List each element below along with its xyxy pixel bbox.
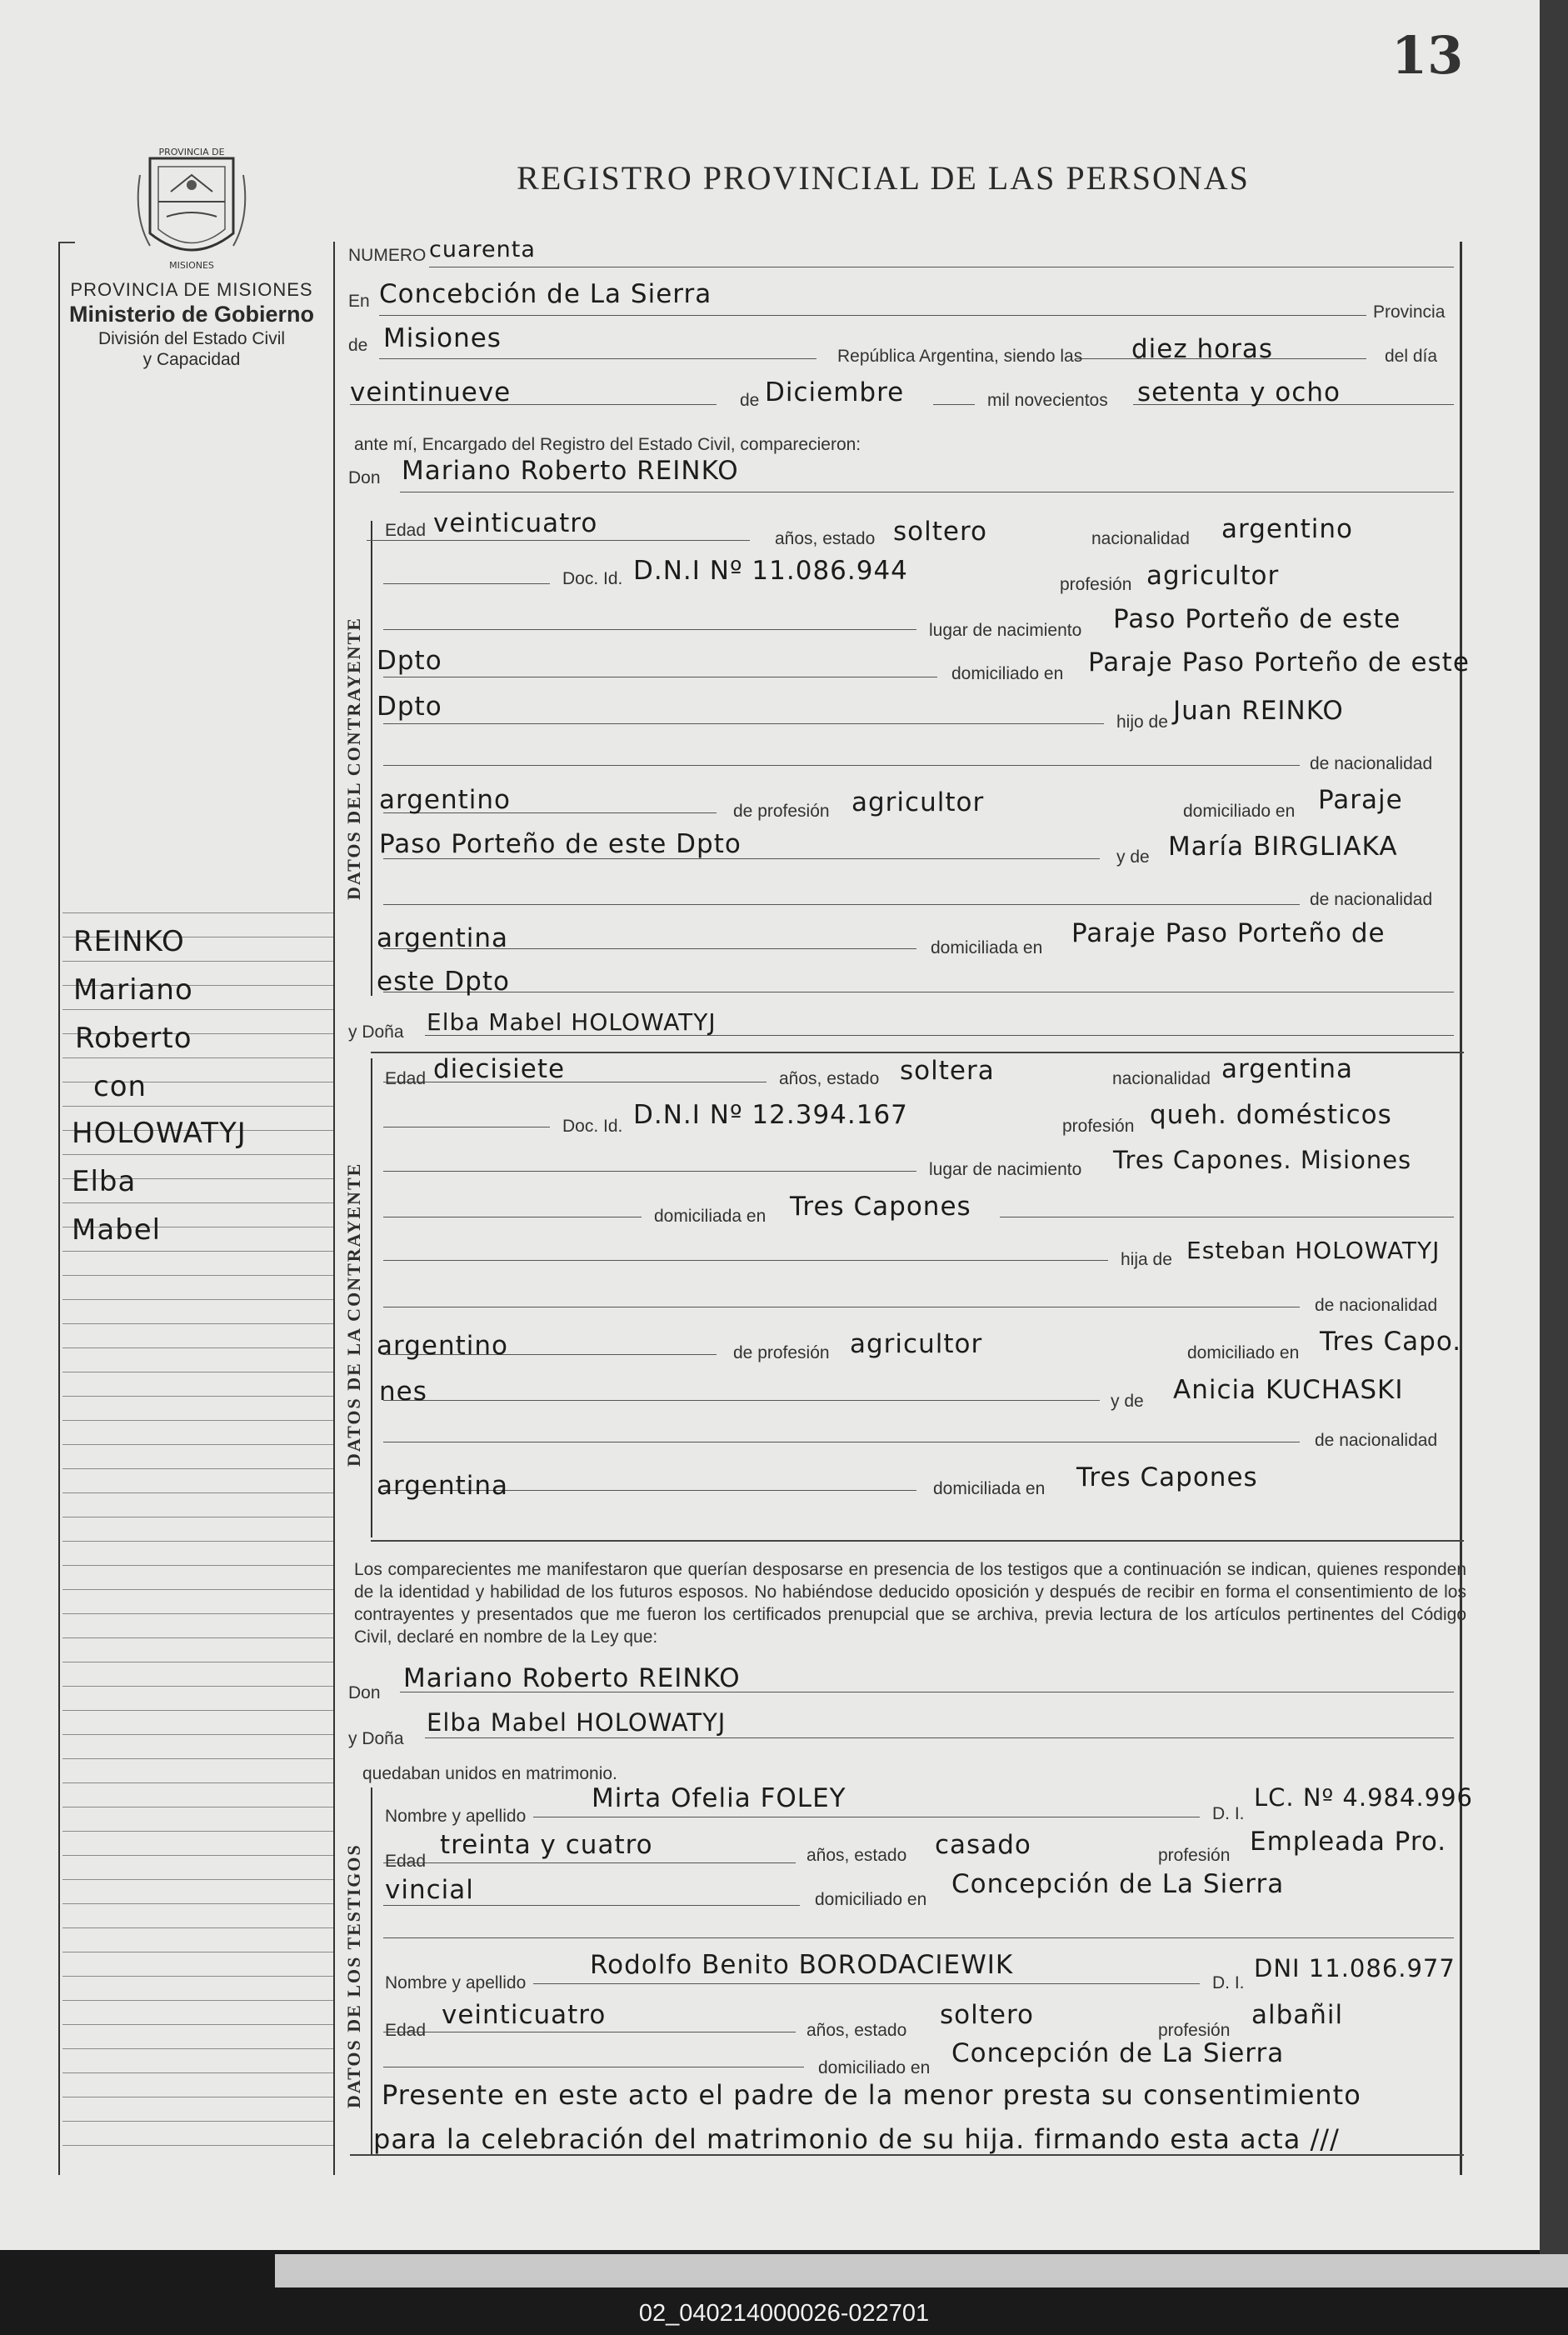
edad-label: Edad: [385, 1852, 427, 1871]
profesion-label: profesión: [1062, 1117, 1135, 1136]
contrayente-f-border: [371, 1058, 372, 1538]
lugar-nac-value: Tres Capones. Misiones: [1113, 1146, 1412, 1174]
margin-rule: [62, 2097, 333, 2098]
margin-rule: [62, 1879, 333, 1880]
contrayente-border: [371, 521, 372, 996]
ministry-division-2: y Capacidad: [142, 349, 241, 369]
don-value: Mariano Roberto REINKO: [402, 456, 739, 486]
ministry-province: PROVINCIA DE MISIONES: [70, 279, 313, 300]
de-label: de: [348, 336, 368, 355]
fill-line: [1000, 1217, 1454, 1218]
domicilio-value: Paraje Paso Porteño de este: [1088, 648, 1470, 678]
margin-rule: [62, 1517, 333, 1518]
profesion-value: queh. domésticos: [1150, 1100, 1392, 1130]
de-mes-label: de: [740, 391, 760, 410]
ministry-name: Ministerio de Gobierno: [68, 302, 315, 328]
image-caption: 02_040214000026-022701: [638, 2300, 930, 2327]
di-label: D. I.: [1212, 1804, 1245, 1823]
profesion-label: profesión: [1060, 575, 1132, 594]
y-de-label: y de: [1111, 1392, 1144, 1411]
page-edge: [275, 2254, 1568, 2288]
margin-right-border: [333, 242, 335, 2175]
margin-rule: [62, 1807, 333, 1808]
section-divider: [371, 1052, 1464, 1053]
nacionalidad-value: argentina: [1221, 1054, 1354, 1084]
svg-text:MISIONES: MISIONES: [169, 260, 214, 271]
margin-rule: [62, 1323, 333, 1324]
margin-rule: [62, 2024, 333, 2025]
margin-rule: [62, 1009, 333, 1010]
fill-line: [379, 358, 816, 359]
madre-value: Anicia KUCHASKI: [1173, 1375, 1404, 1405]
side-label-testigos: DATOS DE LOS TESTIGOS: [343, 1843, 364, 2108]
testigos-border: [371, 1788, 372, 2154]
margin-name: Roberto: [75, 1022, 192, 1055]
margin-rule: [62, 1782, 333, 1783]
republica-label: República Argentina, siendo las: [837, 347, 1083, 366]
margin-rule: [62, 1758, 333, 1759]
margin-rule: [62, 1589, 333, 1590]
margin-rule: [62, 1154, 333, 1155]
mil-label: mil novecientos: [987, 391, 1108, 410]
profesion-label: profesión: [1158, 1846, 1231, 1865]
padre-domicilio-value: Paraje: [1318, 785, 1403, 815]
padre-value: Esteban HOLOWATYJ: [1186, 1237, 1441, 1264]
margin-rule: [62, 1202, 333, 1203]
provincial-seal-icon: [133, 142, 250, 275]
margin-rule: [62, 1106, 333, 1107]
margin-rule: [62, 961, 333, 962]
margin-name: Elba: [72, 1165, 137, 1198]
form-right-border: [1460, 242, 1462, 2175]
madre-domiciliada-label: domiciliada en: [933, 1479, 1046, 1498]
anos-estado-label: años, estado: [775, 529, 876, 548]
note-line-1: Presente en este acto el padre de la menor presta su consentimiento: [382, 2079, 1361, 2111]
margin-rule: [62, 2121, 333, 2122]
fill-line: [383, 1905, 800, 1906]
fill-line: [383, 583, 550, 584]
margin-rule: [62, 1831, 333, 1832]
dona-value: Elba Mabel HOLOWATYJ: [427, 1708, 727, 1737]
margin-rule: [62, 1468, 333, 1469]
margin-rule: [62, 1976, 333, 1977]
estado-value: soltero: [893, 517, 987, 547]
nacionalidad-label: nacionalidad: [1091, 529, 1190, 548]
margin-name: Mabel: [72, 1213, 162, 1247]
section-divider: [371, 1540, 1464, 1542]
nombre-label: Nombre y apellido: [385, 1973, 527, 1992]
fill-line: [383, 765, 1300, 766]
nombre-label: Nombre y apellido: [385, 1807, 527, 1826]
del-dia-label: del día: [1385, 347, 1438, 366]
margin-rule: [62, 1855, 333, 1856]
en-label: En: [348, 292, 370, 311]
don-label: Don: [348, 468, 381, 488]
margin-rule: [62, 1613, 333, 1614]
anos-estado-label: años, estado: [779, 1069, 880, 1088]
margin-name: REINKO: [73, 925, 185, 958]
padre-profesion-value: agricultor: [850, 1329, 983, 1359]
lugar-nac-value: Paso Porteño de este: [1113, 604, 1401, 634]
domiciliado-label: domiciliado en: [951, 664, 1064, 683]
padre-domiciliado-label: domiciliado en: [1187, 1343, 1300, 1362]
don-label: Don: [348, 1683, 381, 1702]
fill-line: [383, 677, 937, 678]
di-label: D. I.: [1212, 1973, 1245, 1992]
edad-label: Edad: [385, 2021, 427, 2040]
t2-domicilio-value: Concepción de La Sierra: [951, 2038, 1285, 2068]
en-value: Concebción de La Sierra: [379, 279, 712, 309]
profesion-label: profesión: [1158, 2021, 1231, 2040]
margin-rule: [62, 2048, 333, 2049]
margin-top-tick: [58, 242, 75, 243]
hija-de-label: hija de: [1121, 1250, 1172, 1269]
fill-line: [383, 1127, 550, 1128]
edad-label: Edad: [385, 521, 427, 540]
padre-domicilio-value-2: Paso Porteño de este Dpto: [379, 829, 742, 859]
margin-rule: [62, 1396, 333, 1397]
t1-di-value: LC. Nº 4.984.996: [1254, 1783, 1474, 1812]
padre-domicilio-value-2: nes: [379, 1377, 427, 1407]
padre-nacionalidad-value: argentino: [379, 785, 511, 815]
domiciliado-label: domiciliado en: [815, 1890, 927, 1909]
margin-rule: [62, 1251, 333, 1252]
t2-di-value: DNI 11.086.977: [1254, 1954, 1456, 1982]
madre-nacionalidad-value: argentina: [377, 923, 509, 953]
note-line-2: para la celebración del matrimonio de su hija. firmando esta acta ///: [373, 2123, 1340, 2155]
t1-nombre-value: Mirta Ofelia FOLEY: [592, 1783, 846, 1813]
fill-line: [383, 1260, 1108, 1261]
side-label-contrayente-f: DATOS DE LA CONTRAYENTE: [343, 1162, 364, 1467]
horas-value: diez horas: [1131, 334, 1273, 364]
padre-value: Juan REINKO: [1173, 696, 1344, 726]
doc-label: Doc. Id.: [562, 1117, 623, 1136]
anos-estado-label: años, estado: [806, 1846, 907, 1865]
de-nacionalidad-label: de nacionalidad: [1310, 754, 1433, 773]
padre-domiciliado-label: domiciliado en: [1183, 802, 1296, 821]
madre-domicilio-value: Paraje Paso Porteño de: [1071, 918, 1386, 948]
page-number: 13: [1391, 25, 1464, 86]
de-profesion-label: de profesión: [733, 802, 830, 821]
t1-edad-value: treinta y cuatro: [440, 1830, 653, 1860]
margin-rule: [62, 912, 333, 913]
ante-mi-text: ante mí, Encargado del Registro del Estado Civil, comparecieron:: [354, 435, 861, 454]
doc-value: D.N.I Nº 12.394.167: [633, 1100, 908, 1130]
ministry-block: [50, 279, 333, 370]
svg-text:PROVINCIA DE: PROVINCIA DE: [158, 147, 225, 158]
fill-line: [429, 267, 1454, 268]
margin-name: Mariano: [73, 973, 193, 1007]
doc-value: D.N.I Nº 11.086.944: [633, 556, 908, 586]
madre-value: María BIRGLIAKA: [1168, 832, 1398, 862]
de-value: Misiones: [383, 323, 502, 353]
madre-domicilio-value: Tres Capones: [1076, 1462, 1258, 1492]
margin-rule: [62, 1541, 333, 1542]
don-value: Mariano Roberto REINKO: [403, 1663, 741, 1693]
margin-name: HOLOWATYJ: [72, 1117, 247, 1150]
fill-line: [379, 315, 1366, 316]
domiciliada-label: domiciliada en: [654, 1207, 767, 1226]
margin-rule: [62, 2000, 333, 2001]
fill-line: [383, 723, 1104, 724]
nacionalidad-value: argentino: [1221, 514, 1353, 544]
lugar-nac-value-2: Dpto: [377, 646, 442, 676]
estado-value: soltera: [900, 1056, 995, 1086]
provincia-label: Provincia: [1373, 302, 1446, 322]
padre-nacionalidad-value: argentino: [377, 1331, 508, 1361]
ministry-division: División del Estado Civil: [97, 328, 286, 348]
fill-line: [383, 1171, 916, 1172]
fill-line: [533, 1983, 1200, 1984]
madre-nac-label: de nacionalidad: [1310, 890, 1433, 909]
margin-rule: [62, 2145, 333, 2146]
fill-line: [383, 2067, 804, 2068]
fill-line: [533, 1817, 1200, 1818]
domicilio-value-2: Dpto: [377, 692, 442, 722]
document-heading: REGISTRO PROVINCIAL DE LAS PERSONAS: [517, 159, 1250, 197]
dia-value: veintinueve: [350, 378, 512, 408]
padre-domicilio-value: Tres Capo.: [1320, 1327, 1462, 1357]
side-label-contrayente: DATOS DEL CONTRAYENTE: [343, 617, 364, 900]
madre-domiciliada-label: domiciliada en: [931, 938, 1043, 958]
fill-line: [383, 1307, 1300, 1308]
dona-value: Elba Mabel HOLOWATYJ: [427, 1008, 717, 1036]
t2-profesion-value: albañil: [1251, 2000, 1344, 2030]
hijo-de-label: hijo de: [1116, 712, 1168, 732]
de-nacionalidad-label: de nacionalidad: [1315, 1296, 1438, 1315]
dona-label: y Doña: [348, 1022, 404, 1042]
margin-rule: [62, 1275, 333, 1276]
fill-line: [383, 1217, 642, 1218]
madre-domicilio-value-2: este Dpto: [377, 967, 510, 997]
numero-value: cuarenta: [429, 237, 536, 262]
anio-value: setenta y ocho: [1137, 378, 1341, 408]
domicilio-value: Tres Capones: [790, 1192, 971, 1222]
de-profesion-label: de profesión: [733, 1343, 830, 1362]
fill-line: [383, 1400, 1100, 1401]
margin-rule: [62, 1299, 333, 1300]
nacionalidad-label: nacionalidad: [1112, 1069, 1211, 1088]
edad-value: veinticuatro: [433, 508, 598, 538]
margin-rule: [62, 1903, 333, 1904]
margin-name: con: [93, 1070, 147, 1103]
t1-profesion-value: Empleada Pro.: [1250, 1827, 1447, 1857]
margin-rule: [62, 1734, 333, 1735]
t1-profesion-value-2: vincial: [385, 1875, 474, 1905]
fill-line: [933, 404, 975, 405]
numero-label: NUMERO: [348, 246, 427, 265]
fill-line: [383, 904, 1300, 905]
t2-nombre-value: Rodolfo Benito BORODACIEWIK: [590, 1950, 1014, 1980]
anos-estado-label: años, estado: [806, 2021, 907, 2040]
t1-estado-value: casado: [935, 1830, 1031, 1860]
doc-label: Doc. Id.: [562, 569, 623, 588]
lugar-nac-label: lugar de nacimiento: [929, 621, 1082, 640]
madre-nacionalidad-value: argentina: [377, 1471, 509, 1501]
mes-value: Diciembre: [765, 378, 905, 408]
book-binding: [1540, 0, 1568, 2267]
lugar-nac-label: lugar de nacimiento: [929, 1160, 1082, 1179]
profesion-value: agricultor: [1146, 561, 1280, 591]
t2-estado-value: soltero: [940, 2000, 1034, 2030]
margin-rule: [62, 1565, 333, 1566]
fill-line: [383, 629, 916, 630]
margin-rule: [62, 1420, 333, 1421]
edad-value: diecisiete: [433, 1054, 566, 1084]
y-de-label: y de: [1116, 848, 1150, 867]
domiciliado-label: domiciliado en: [818, 2058, 931, 2078]
t2-edad-value: veinticuatro: [442, 2000, 607, 2030]
quedaban-text: quedaban unidos en matrimonio.: [362, 1764, 617, 1783]
dona-label: y Doña: [348, 1729, 404, 1748]
margin-rule: [62, 1710, 333, 1711]
t1-domicilio-value: Concepción de La Sierra: [951, 1869, 1285, 1899]
margin-rule: [62, 1444, 333, 1445]
margin-rule: [62, 1492, 333, 1493]
padre-profesion-value: agricultor: [851, 788, 985, 818]
margin-rule: [62, 1686, 333, 1687]
fill-line: [383, 1862, 796, 1863]
edad-label: Edad: [385, 1069, 427, 1088]
madre-nac-label: de nacionalidad: [1315, 1431, 1438, 1450]
declaration-text: Los comparecientes me manifestaron que querían desposarse en presencia de los testigos que a continuación se indican, quienes responden de la identidad y habilidad de los futuros esposos. No habiéndose deducido oposición y después de recibir en forma el consentimiento de los contrayentes y presentados que me fueron los certificados prenupcial que se archiva, previa lectura de los artículos pertinentes del Código Civil, declaré en nombre de la Ley que:: [354, 1560, 1466, 1647]
margin-left-border: [58, 242, 60, 2175]
margin-rule: [62, 2072, 333, 2073]
